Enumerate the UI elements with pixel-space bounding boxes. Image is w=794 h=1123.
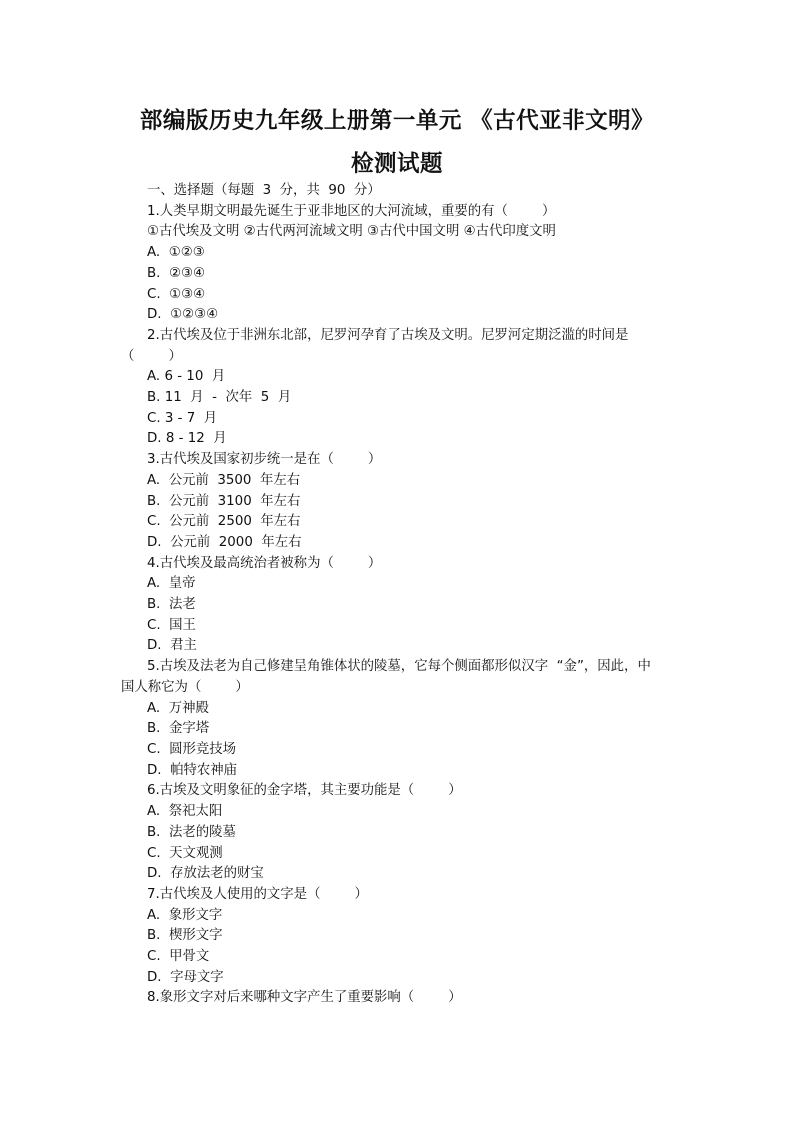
question-7-option-c: C. 甲骨文 xyxy=(147,949,210,965)
question-1-option-d: D. ①②③④ xyxy=(147,307,219,323)
question-5-option-a: A. 万神殿 xyxy=(147,700,209,716)
question-7-option-a: A. 象形文字 xyxy=(147,907,223,923)
question-7-option-b: B. 楔形文字 xyxy=(147,928,223,944)
question-6-stem: 6.古埃及文明象征的金字塔，其主要功能是（ ） xyxy=(147,783,462,799)
question-content xyxy=(121,181,681,1009)
question-2-option-b: B. 11 月 - 次年 5 月 xyxy=(147,390,292,406)
question-5-option-d: D. 帕特农神庙 xyxy=(147,762,238,778)
question-1-note: ①古代埃及文明 ②古代两河流域文明 ③古代中国文明 ④古代印度文明 xyxy=(147,224,556,240)
question-5-option-c: C. 圆形竞技场 xyxy=(147,741,237,757)
document-title-line-2: 检测试题 xyxy=(350,151,443,177)
question-4-option-a: A. 皇帝 xyxy=(147,576,196,592)
section-heading: 一、选择题（每题 3 分，共 90 分） xyxy=(147,183,381,198)
question-5-stem: 5.古埃及法老为自己修建呈角锥体状的陵墓，它每个侧面都形似汉字 “金”，因此，中 xyxy=(147,659,651,675)
question-2-option-d: D. 8 - 12 月 xyxy=(147,431,227,447)
question-2-option-c: C. 3 - 7 月 xyxy=(147,410,218,426)
question-3-stem: 3.古代埃及国家初步统一是在（ ） xyxy=(147,452,382,468)
question-4-option-c: C. 国王 xyxy=(147,617,196,633)
question-5-option-b: B. 金字塔 xyxy=(147,721,210,737)
question-3-option-a: A. 公元前 3500 年左右 xyxy=(147,472,301,488)
question-4-stem: 4.古代埃及最高统治者被称为（ ） xyxy=(147,555,382,571)
question-6-option-b: B. 法老的陵墓 xyxy=(147,824,236,840)
question-3-option-d: D. 公元前 2000 年左右 xyxy=(147,534,302,550)
question-4-option-d: D. 君主 xyxy=(147,638,197,654)
document-title-line-1: 部编版历史九年级上册第一单元 《古代亚非文明》 xyxy=(139,108,655,134)
question-1-option-c: C. ①③④ xyxy=(147,286,206,302)
question-8-stem: 8.象形文字对后来哪种文字产生了重要影响（ ） xyxy=(147,990,462,1006)
question-2-stem-continued: （ ） xyxy=(121,348,182,364)
question-6-option-c: C. 天文观测 xyxy=(147,845,223,861)
question-4-option-b: B. 法老 xyxy=(147,597,196,613)
question-5-stem-continued: 国人称它为（ ） xyxy=(121,679,249,695)
question-7-stem: 7.古代埃及人使用的文字是（ ） xyxy=(147,886,368,902)
question-6-option-a: A. 祭祀太阳 xyxy=(147,804,223,820)
question-1-option-b: B. ②③④ xyxy=(147,265,205,281)
question-7-option-d: D. 字母文字 xyxy=(147,969,224,985)
question-1-option-a: A. ①②③ xyxy=(147,245,205,261)
question-2-stem: 2.古代埃及位于非洲东北部，尼罗河孕育了古埃及文明。尼罗河定期泛滥的时间是 xyxy=(147,327,629,343)
question-6-option-d: D. 存放法老的财宝 xyxy=(147,866,264,882)
question-2-option-a: A. 6 - 10 月 xyxy=(147,369,226,385)
question-3-option-c: C. 公元前 2500 年左右 xyxy=(147,514,301,530)
question-1-stem: 1.人类早期文明最先诞生于亚非地区的大河流域，重要的有（ ） xyxy=(147,203,556,219)
question-3-option-b: B. 公元前 3100 年左右 xyxy=(147,493,301,509)
